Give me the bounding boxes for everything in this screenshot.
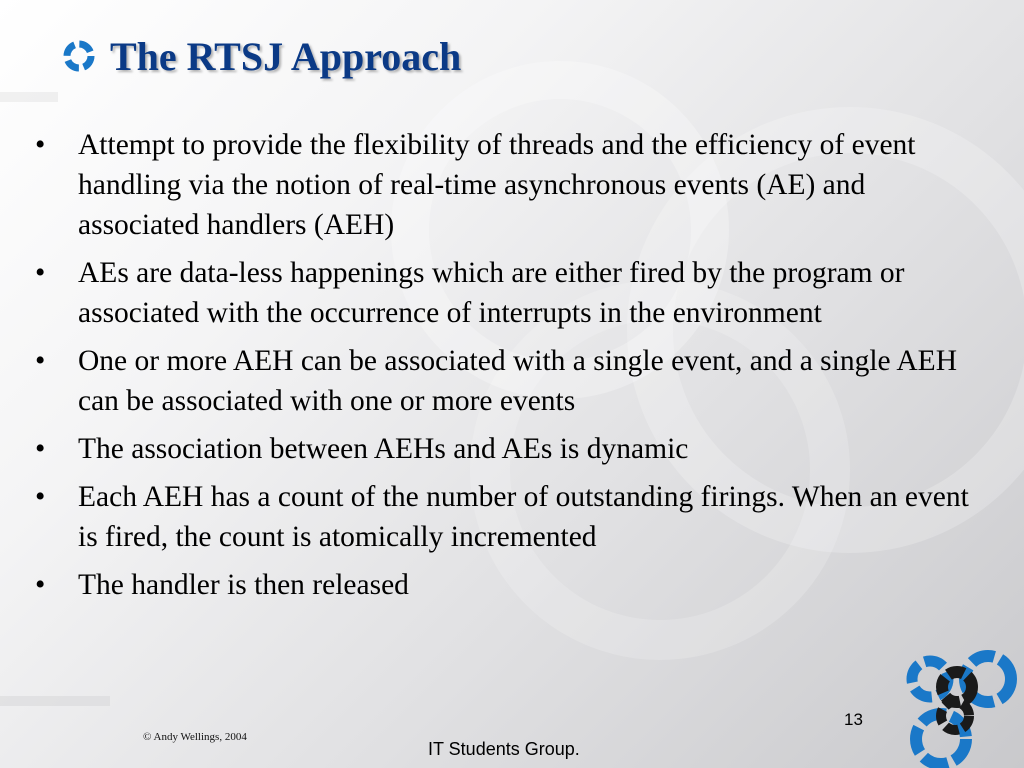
page-number: 13 bbox=[844, 710, 863, 729]
bullet-item bbox=[32, 477, 992, 557]
bullet-text: The handler is then released bbox=[78, 569, 409, 601]
bullet-item bbox=[32, 341, 992, 421]
bullet-marker: • bbox=[35, 129, 46, 161]
bullet-text: One or more AEH can be associated with a single event, and a single AEH can be associated with one or more events bbox=[78, 345, 958, 417]
bullet-text: AEs are data-less happenings which are either fired by the program or associated with the occurrence of interrupts in the environment bbox=[78, 257, 905, 329]
bullet-marker: • bbox=[35, 257, 46, 289]
bullet-item bbox=[32, 429, 992, 469]
copyright-text: © Andy Wellings, 2004 bbox=[143, 731, 247, 743]
bullet-item bbox=[32, 125, 992, 245]
bullet-marker: • bbox=[35, 569, 46, 601]
title-bar bbox=[62, 28, 461, 84]
bullet-text: Attempt to provide the flexibility of threads and the efficiency of event handling via the notion of real-time asynchronous events (AE) and associated handlers (AEH) bbox=[78, 129, 916, 241]
group-credit: IT Students Group. bbox=[428, 739, 580, 759]
bullet-text: The association between AEHs and AEs is dynamic bbox=[78, 433, 689, 465]
interlocking-rings-logo bbox=[900, 646, 1024, 768]
ring-icon bbox=[62, 39, 96, 73]
bullet-marker: • bbox=[35, 481, 46, 513]
bullet-list bbox=[32, 125, 992, 613]
bullet-item bbox=[32, 253, 992, 333]
slide-title: The RTSJ Approach bbox=[110, 33, 462, 79]
bullet-marker: • bbox=[35, 433, 46, 465]
bullet-marker: • bbox=[35, 345, 46, 377]
bullet-text: Each AEH has a count of the number of outstanding firings. When an event is fired, the count is atomically incremented bbox=[78, 481, 969, 553]
bullet-item bbox=[32, 565, 992, 605]
